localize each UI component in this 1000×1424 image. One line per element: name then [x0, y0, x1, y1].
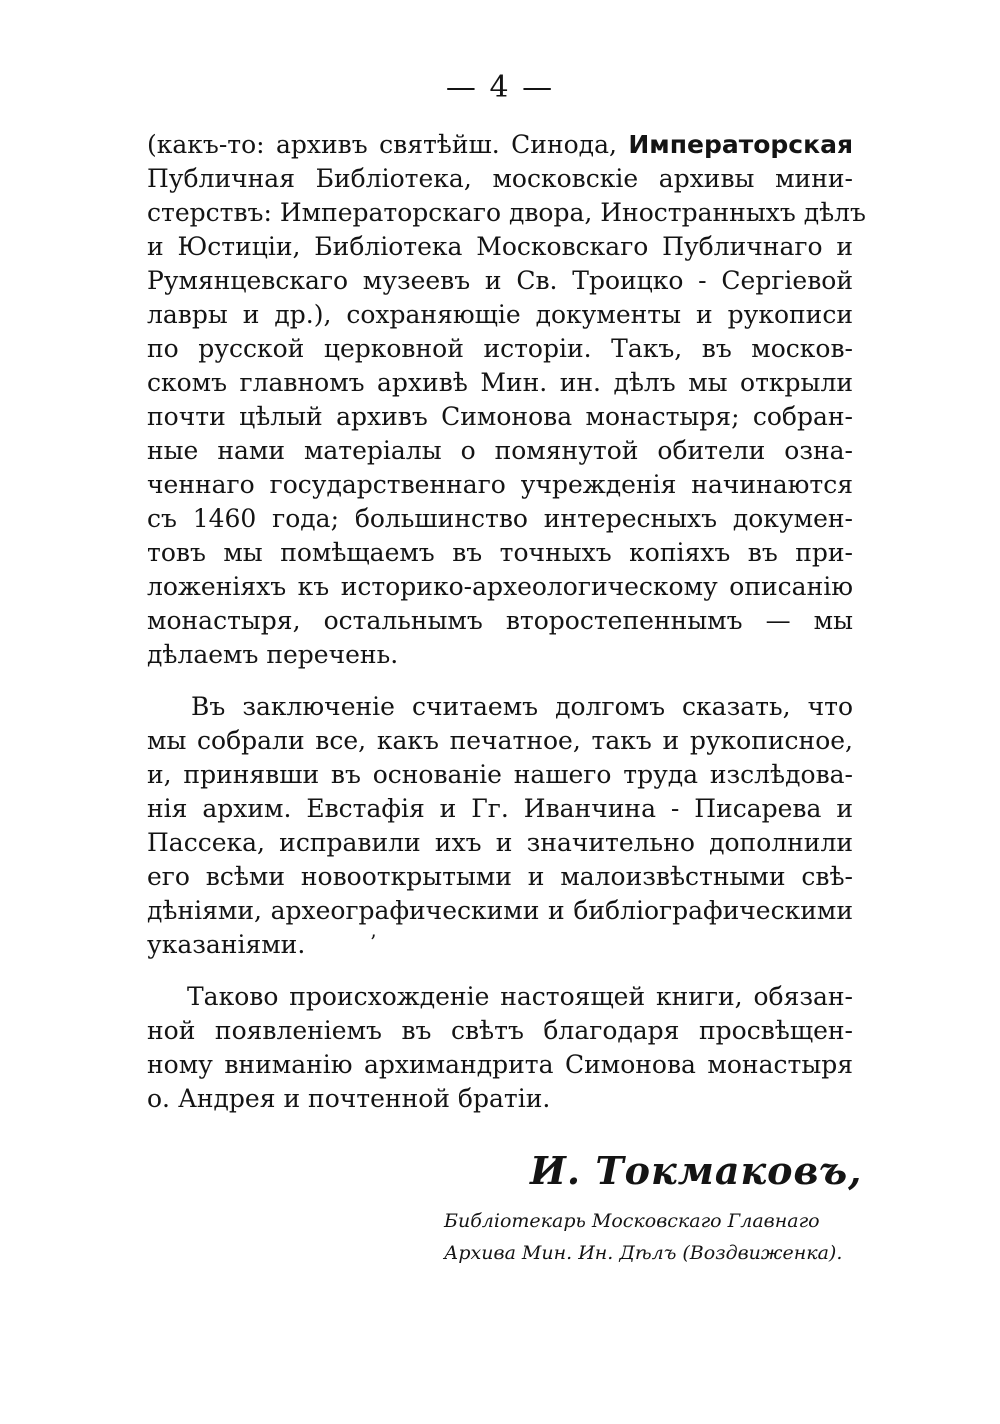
text-line: мы собрали все, какъ печатное, такъ и рукописное, [147, 726, 853, 755]
text-line: Румянцевскаго музеевъ и Св. Троицко - Сергіевой [147, 266, 853, 295]
text-line: ные нами матеріалы о помянутой обители озна- [147, 436, 853, 465]
text-line-part: (какъ-то: архивъ святѣйш. Синода, [147, 130, 629, 159]
text-line: о. Андрея и почтенной братіи. [147, 1084, 551, 1113]
paragraph-1 [147, 128, 866, 672]
text-line: по русской церковной исторіи. Такъ, въ москов- [147, 334, 853, 363]
text-line: товъ мы помѣщаемъ въ точныхъ копіяхъ въ при- [147, 538, 853, 567]
text-line: ложеніяхъ къ историко-археологическому описанію [147, 572, 853, 601]
text-line: указаніями. [147, 930, 306, 959]
paragraph-3 [147, 980, 853, 1116]
paragraph-2 [147, 690, 853, 962]
text-line: скомъ главномъ архивѣ Мин. ин. дѣлъ мы открыли [147, 368, 853, 397]
text-line: дѣлаемъ перечень. [147, 640, 399, 669]
page-number: — 4 — [445, 70, 555, 105]
text-line: лавры и др.), сохраняющіе документы и рукописи [147, 300, 853, 329]
text-line: ной появленіемъ въ свѣтъ благодаря просвѣщен- [147, 1016, 853, 1045]
text-line: съ 1460 года; большинство интересныхъ докумен- [147, 504, 853, 533]
signature-title-line: Библіотекарь Московскаго Главнаго [444, 1210, 820, 1232]
text-line: Въ заключеніе считаемъ долгомъ сказать, что [191, 692, 853, 721]
text-line: Пассека, исправили ихъ и значительно дополнили [147, 828, 853, 857]
text-line: дѣніями, археографическими и библіографическими [147, 896, 853, 925]
text-line: Публичная Библіотека, московскіе архивы мини- [147, 164, 853, 193]
stray-mark: ’ [370, 930, 377, 954]
text-line: стерствъ: Императорскаго двора, Иностранныхъ дѣлъ [147, 198, 866, 227]
text-line: и Юстиціи, Библіотека Московскаго Публичнаго и [147, 232, 853, 261]
signature-title-line: Архива Мин. Ин. Дѣлъ (Воздвиженка). [444, 1242, 843, 1264]
text-line: нія архим. Евстафія и Гг. Иванчина - Писарева и [147, 794, 853, 823]
text-line: Таково происхожденіе настоящей книги, обязан- [187, 982, 853, 1011]
text-line: почти цѣлый архивъ Симонова монастыря; собран- [147, 402, 853, 431]
text-line: ному вниманію архимандрита Симонова монастыря [147, 1050, 853, 1079]
text-line: ченнаго государственнаго учрежденія начинаются [147, 470, 853, 499]
text-line: монастыря, остальнымъ второстепеннымъ — мы [147, 606, 853, 635]
text-line: и, принявши въ основаніе нашего труда изслѣдова- [147, 760, 853, 789]
text-line: его всѣми новооткрытыми и малоизвѣстными свѣ- [147, 862, 853, 891]
bold-word: Императорская [628, 130, 853, 159]
signature-name: И. Токмаковъ, [530, 1148, 863, 1193]
text-line [147, 128, 853, 162]
